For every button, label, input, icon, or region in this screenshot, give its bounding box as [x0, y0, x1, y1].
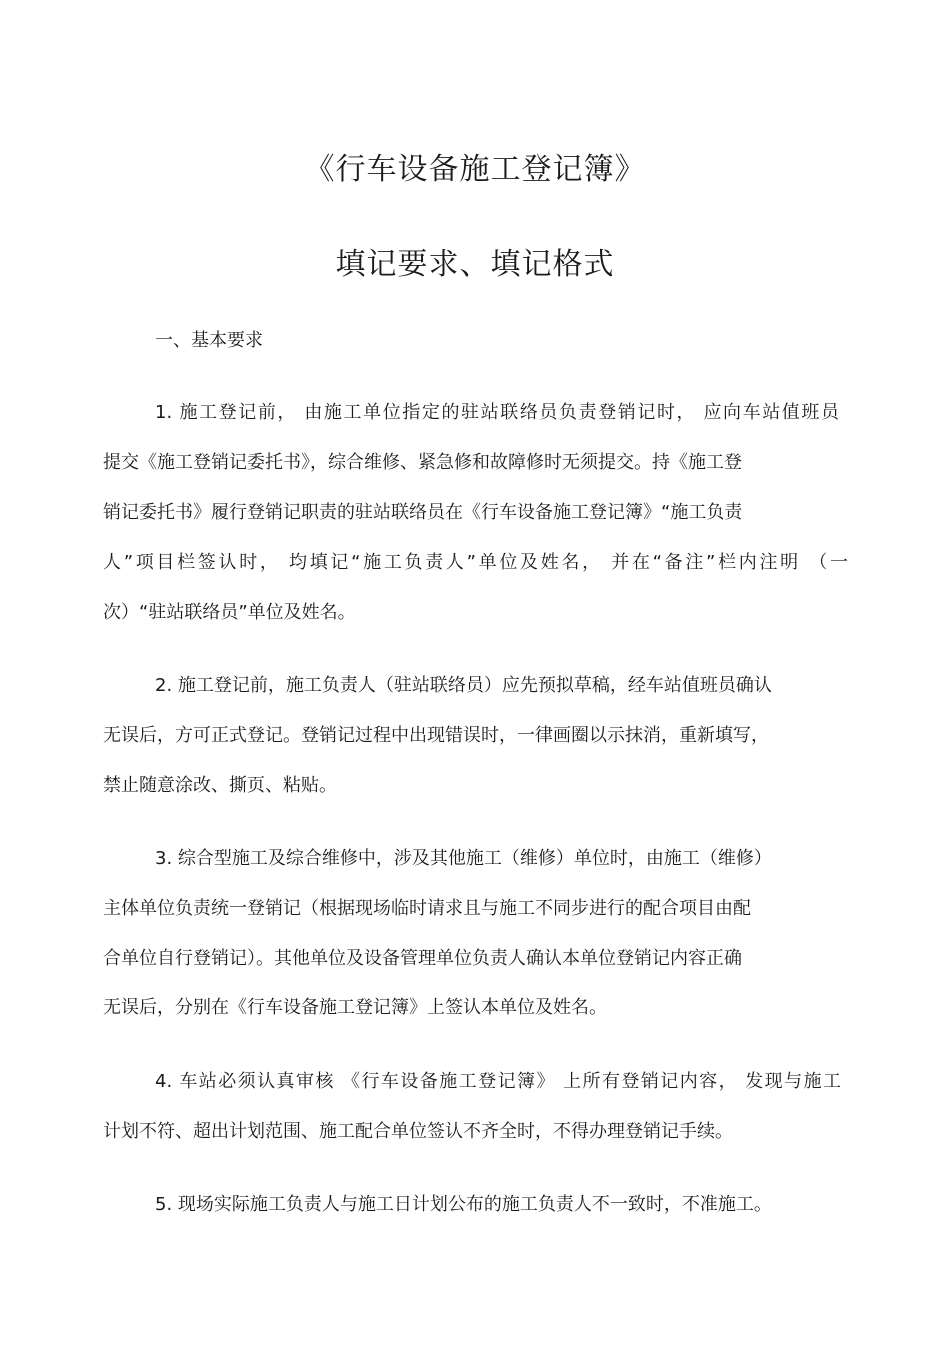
paragraph-line: 禁止随意涂改、撕页、粘贴。: [103, 775, 337, 796]
paragraph-line: 提交《施工登销记委托书》，综合维修、紧急修和故障修时无须提交。持《施工登: [103, 452, 742, 473]
paragraph-line: 次）“驻站联络员”单位及姓名。: [103, 602, 356, 623]
paragraph-line: 4. 车站必须认真审核 《行车设备施工登记簿》 上所有登销记内容， 发现与施工: [155, 1071, 841, 1092]
paragraph-line: 人”项目栏签认时， 均填记“施工负责人”单位及姓名， 并在“备注”栏内注明 （一: [103, 552, 848, 573]
paragraph-line: 销记委托书》履行登销记职责的驻站联络员在《行车设备施工登记簿》“施工负责: [103, 502, 743, 523]
paragraph-line: 3. 综合型施工及综合维修中，涉及其他施工（维修）单位时，由施工（维修）: [155, 848, 772, 869]
paragraph-line: 无误后，方可正式登记。登销记过程中出现错误时，一律画圈以示抹消，重新填写，: [103, 725, 769, 746]
paragraph-line: 计划不符、超出计划范围、施工配合单位签认不齐全时，不得办理登销记手续。: [103, 1121, 733, 1142]
paragraph-line: 5. 现场实际施工负责人与施工日计划公布的施工负责人不一致时，不准施工。: [155, 1194, 772, 1215]
document-subtitle: 填记要求、填记格式: [335, 247, 615, 282]
document-title: 《行车设备施工登记簿》: [304, 152, 646, 187]
paragraph-line: 1. 施工登记前， 由施工单位指定的驻站联络员负责登销记时， 应向车站值班员: [155, 402, 839, 423]
paragraph-line: 2. 施工登记前，施工负责人（驻站联络员）应先预拟草稿，经车站值班员确认: [155, 675, 772, 696]
paragraph-line: 主体单位负责统一登销记（根据现场临时请求且与施工不同步进行的配合项目由配: [103, 898, 751, 919]
paragraph-line: 合单位自行登销记）。其他单位及设备管理单位负责人确认本单位登销记内容正确: [103, 948, 742, 969]
paragraph-line: 无误后，分别在《行车设备施工登记簿》上签认本单位及姓名。: [103, 997, 607, 1018]
section-heading: 一、基本要求: [155, 330, 263, 351]
